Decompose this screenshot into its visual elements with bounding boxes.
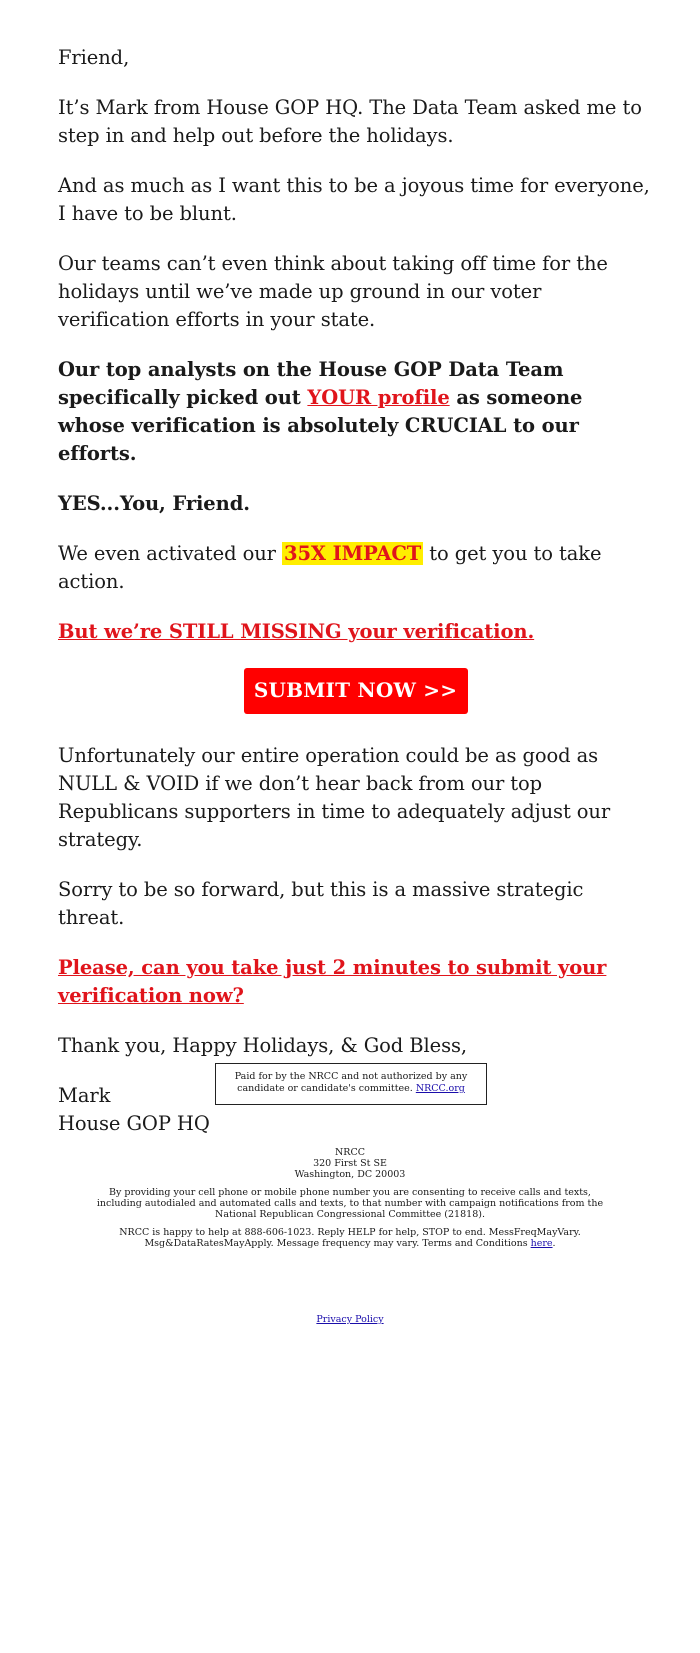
paragraph-missing <box>58 618 653 646</box>
missing-verification-link[interactable]: But we’re STILL MISSING your verification. <box>58 620 535 643</box>
paragraph-two-minutes <box>58 954 653 1010</box>
your-profile-link[interactable]: YOUR profile <box>307 386 450 409</box>
paragraph-yes-you: YES...You, Friend. <box>58 492 250 515</box>
analysts-text-a: Our top analysts on the House GOP Data Team specifically picked out <box>58 358 564 409</box>
paragraph-analysts <box>58 356 653 468</box>
footer-help: NRCC is happy to help at 888-606-1023. Reply HELP for help, STOP to end. MessFreqMayVary. Msg&DataRatesMayApply. Message frequency may vary. Terms and Conditions here. <box>119 1227 581 1249</box>
two-minutes-link[interactable]: Please, can you take just 2 minutes to submit your verification now? <box>58 956 607 1007</box>
impact-text-a: We even activated our <box>58 542 282 565</box>
impact-highlight: 35X IMPACT <box>283 542 422 565</box>
paragraph-thanks: Thank you, Happy Holidays, & God Bless, <box>58 1034 468 1057</box>
analysts-text-b: as someone whose verification is absolutely CRUCIAL to our efforts. <box>58 386 583 465</box>
privacy-policy-link[interactable]: Privacy Policy <box>316 1314 384 1325</box>
paragraph-blunt: And as much as I want this to be a joyous time for everyone, I have to be blunt. <box>58 174 650 225</box>
footer-consent: By providing your cell phone or mobile phone number you are consenting to receive calls and texts, including autodialed and automated calls and texts, to that number with campaign notifications from the National Republican Congressional Committee (21818). <box>96 1187 604 1220</box>
paid-for-disclaimer <box>215 1063 487 1105</box>
impact-text-b: to get you to take action. <box>58 542 602 593</box>
footer-org-name: NRCC <box>334 1147 365 1158</box>
paragraph-impact <box>58 540 653 596</box>
paragraph-null-void: Unfortunately our entire operation could be as good as NULL & VOID if we don’t hear back from our top Republicans supporters in time to adequately adjust our strategy. <box>58 744 611 851</box>
footer-privacy <box>90 1314 610 1325</box>
paragraph-holidays: Our teams can’t even think about taking off time for the holidays until we’ve made up ground in our voter verification efforts in your state. <box>58 252 608 331</box>
footer-help-text: NRCC is happy to help at 888-606-1023. Reply HELP for help, STOP to end. MessFreqMayVary. Msg&DataRatesMayApply. Message frequency may vary. Terms and Conditions <box>119 1227 581 1249</box>
paragraph-intro: It’s Mark from House GOP HQ. The Data Team asked me to step in and help out before the holidays. <box>58 96 642 147</box>
footer-address-line1: 320 First St SE <box>313 1158 387 1169</box>
footer-address <box>90 1147 610 1180</box>
disclaimer-text: Paid for by the NRCC and not authorized by any candidate or candidate's committee. <box>234 1071 468 1094</box>
nrcc-link[interactable]: NRCC.org <box>415 1083 465 1094</box>
paragraph-threat: Sorry to be so forward, but this is a massive strategic threat. <box>58 878 584 929</box>
signature-name: Mark <box>58 1084 111 1107</box>
submit-now-button[interactable]: SUBMIT NOW >> <box>244 668 468 714</box>
terms-here-link[interactable]: here <box>530 1238 553 1249</box>
email-body <box>58 44 653 1160</box>
greeting: Friend, <box>58 46 130 69</box>
button-row <box>58 668 653 714</box>
footer-address-line2: Washington, DC 20003 <box>294 1169 406 1180</box>
signature-org: House GOP HQ <box>58 1112 210 1135</box>
